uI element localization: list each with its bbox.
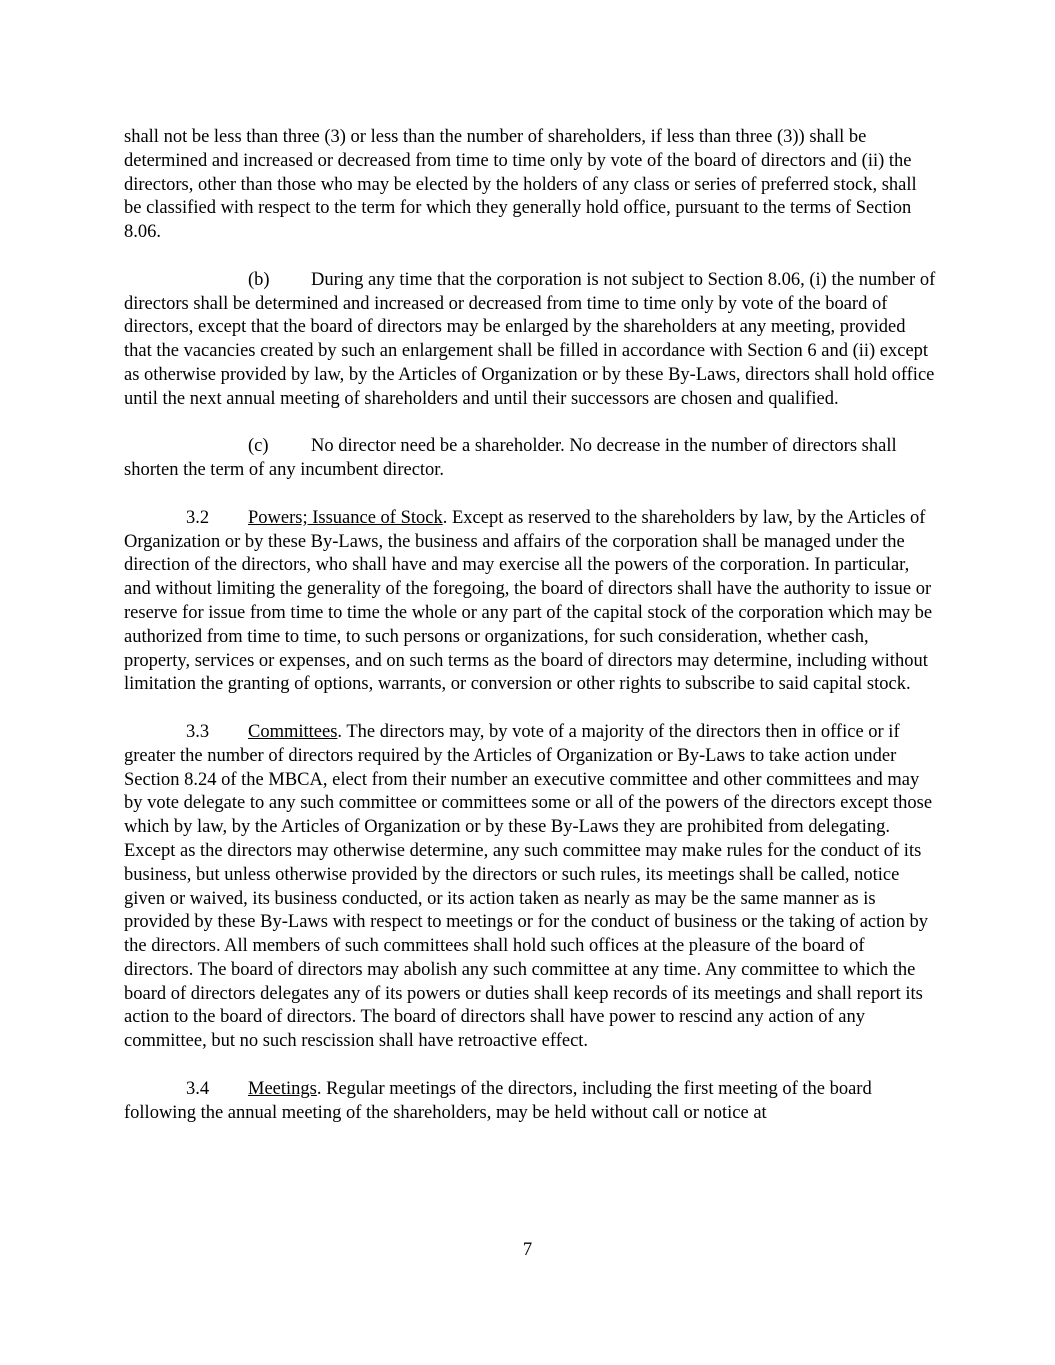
section-3-2-number: 3.2 bbox=[186, 507, 210, 528]
paragraph-b bbox=[124, 269, 936, 412]
page-number: 7 bbox=[522, 1240, 533, 1260]
section-3-4-number: 3.4 bbox=[186, 1078, 210, 1099]
section-3-2 bbox=[124, 507, 936, 697]
document-body bbox=[124, 126, 936, 1149]
section-3-2-text: . Except as reserved to the shareholders by law, by the Articles of Organization or by these By-Laws, the business and affairs of the corporation shall be managed under the direction of the directors, who shall have and may exercise all the powers of the corporation. In particular, and without limiting the generality of the foregoing, the board of directors shall have the authority to issue or reserve for issue from time to time the whole or any part of the capital stock of the corporation which may be authorized from time to time, to such persons or organizations, for such consideration, whether cash, property, services or expenses, and on such terms as the board of directors may determine, including without limitation the granting of options, warrants, or conversion or other rights to subscribe to said capital stock. bbox=[124, 507, 933, 695]
paragraph-continuation bbox=[124, 126, 936, 245]
section-3-4-text: . Regular meetings of the directors, including the first meeting of the board following the annual meeting of the shareholders, may be held without call or notice at bbox=[124, 1078, 872, 1123]
paragraph-c-label: (c) bbox=[248, 436, 269, 457]
section-3-3 bbox=[124, 721, 936, 1054]
paragraph-c bbox=[124, 435, 936, 483]
section-3-3-number: 3.3 bbox=[186, 721, 210, 742]
section-3-4 bbox=[124, 1078, 936, 1126]
section-3-4-heading: Meetings bbox=[248, 1078, 317, 1099]
paragraph-continuation-text: shall not be less than three (3) or less than the number of shareholders, if less than three (3)) shall be determined and increased or decreased from time to time only by vote of the board of directors and (ii) the directors, other than those who may be elected by the holders of any class or series of preferred stock, shall be classified with respect to the term for which they generally hold office, pursuant to the terms of Section 8.06. bbox=[124, 127, 917, 243]
paragraph-c-text: No director need be a shareholder. No decrease in the number of directors shall shorten the term of any incumbent director. bbox=[124, 436, 897, 481]
section-3-2-heading: Powers; Issuance of Stock bbox=[248, 507, 443, 528]
paragraph-b-label: (b) bbox=[248, 269, 270, 290]
section-3-3-heading: Committees bbox=[248, 721, 338, 742]
paragraph-b-text: During any time that the corporation is not subject to Section 8.06, (i) the number of directors shall be determined and increased or decreased from time to time only by vote of the board of directors, except that the board of directors may be enlarged by the shareholders at any meeting, provided that the vacancies created by such an enlargement shall be filled in accordance with Section 6 and (ii) except as otherwise provided by law, by the Articles of Organization or by these By-Laws, directors shall hold office until the next annual meeting of shareholders and until their successors are chosen and qualified. bbox=[124, 269, 936, 409]
section-3-3-text: . The directors may, by vote of a majority of the directors then in office or if greater the number of directors required by the Articles of Organization or By-Laws to take action under Section 8.24 of the MBCA, elect from their number an executive committee and other committees and may by vote delegate to any such committee or committees some or all of the powers of the directors except those which by law, by the Articles of Organization or by these By-Laws they are prohibited from delegating. Except as the directors may otherwise determine, any such committee may make rules for the conduct of its business, but unless otherwise provided by the directors or such rules, its meetings shall be called, notice given or waived, its business conducted, or its action taken as nearly as may be the same manner as is provided by these By-Laws with respect to meetings or for the conduct of business or the taking of action by the directors. All members of such committees shall hold such offices at the pleasure of the board of directors. The board of directors may abolish any such committee at any time. Any committee to which the board of directors delegates any of its powers or duties shall keep records of its meetings and shall report its action to the board of directors. The board of directors shall have power to rescind any action of any committee, but no such rescission shall have retroactive effect. bbox=[124, 721, 933, 1052]
